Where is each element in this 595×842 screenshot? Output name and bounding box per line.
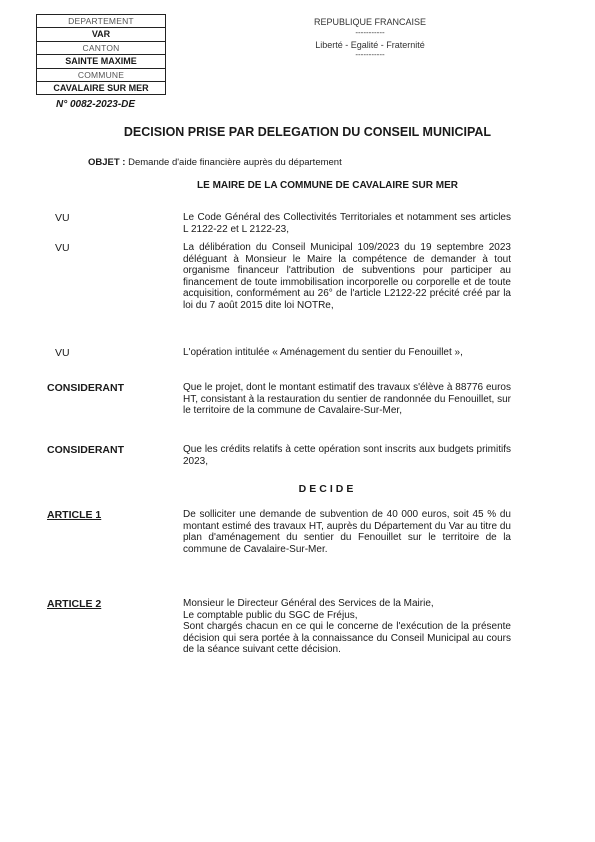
clause-label-considerant-1: CONSIDERANT — [47, 382, 125, 394]
article-2-body — [183, 598, 511, 656]
decision-reference: N° 0082-2023-DE — [56, 99, 136, 110]
clause-text-vu-2: La délibération du Conseil Municipal 109/2023 du 19 septembre 2023 déléguant à Monsieur le Maire la compétence de demander à tout organisme financeur l'attribution de subventions pour participer au financement de toute immobilisation incorporelle ou corporelle et de toute acquisition, conformément au 26° de l'article L2122-22 précité créé par la loi du 7 août 2015 dite loi NOTRe, — [183, 242, 511, 311]
header-departement-label: DEPARTEMENT — [37, 15, 165, 28]
republic-motto: Liberté - Egalité - Fraternité — [315, 39, 425, 50]
maire-heading: LE MAIRE DE LA COMMUNE DE CAVALAIRE SUR MER — [197, 180, 458, 191]
article-2-line-1: Monsieur le Directeur Général des Services de la Mairie, — [183, 598, 434, 609]
clause-label-considerant-2: CONSIDERANT — [47, 444, 125, 456]
administrative-header-box — [36, 14, 166, 95]
objet-label: OBJET : — [88, 157, 126, 168]
header-canton-value: SAINTE MAXIME — [37, 55, 165, 68]
republic-block — [295, 17, 445, 58]
clause-label-vu-1: VU — [55, 212, 70, 224]
clause-text-vu-1: Le Code Général des Collectivités Territoriales et notamment ses articles L 2122-22 et L 2122-23, — [183, 212, 511, 235]
header-departement-value: VAR — [37, 28, 165, 41]
republic-dashes-top: ----------- — [355, 27, 385, 37]
republic-dashes-bottom: ----------- — [355, 50, 385, 59]
objet-line — [88, 157, 342, 168]
article-2-label: ARTICLE 2 — [47, 598, 102, 610]
republic-name: REPUBLIQUE FRANCAISE — [313, 17, 427, 27]
header-commune-value: CAVALAIRE SUR MER — [53, 82, 149, 93]
article-2-line-2: Le comptable public du SGC de Fréjus, — [183, 609, 358, 621]
clause-label-vu-2: VU — [55, 242, 70, 254]
clause-text-considerant-2: Que les crédits relatifs à cette opération sont inscrits aux budgets primitifs 2023, — [183, 444, 511, 467]
header-commune-label: COMMUNE — [37, 69, 165, 82]
clause-text-considerant-1: Que le projet, dont le montant estimatif des travaux s'élève à 88776 euros HT, consistant à la restauration du sentier de randonnée du Fenouillet, sur le territoire de la commune de Cavalaire-Sur-Mer, — [183, 382, 511, 417]
decide-heading: DECIDE — [298, 483, 357, 495]
article-2-text: Sont chargés chacun en ce qui le concerne de l'exécution de la présente décision qui sera portée à la connaissance du Conseil Municipal au cours de la séance suivant cette décision. — [183, 621, 511, 656]
document-title: DECISION PRISE PAR DELEGATION DU CONSEIL MUNICIPAL — [123, 125, 492, 139]
objet-text: Demande d'aide financière auprès du département — [128, 157, 342, 168]
clause-label-vu-3: VU — [55, 347, 70, 359]
clause-text-vu-3: L'opération intitulée « Aménagement du sentier du Fenouillet », — [183, 347, 463, 358]
article-1-text: De solliciter une demande de subvention de 40 000 euros, soit 45 % du montant estimé des travaux HT, auprès du Département du Var au titre du plan d'aménagement du sentier du Fenouillet sur le territoire de la commune de Cavalaire-Sur-Mer. — [183, 509, 511, 555]
article-1-label: ARTICLE 1 — [47, 509, 102, 521]
header-canton-label: CANTON — [37, 42, 165, 55]
